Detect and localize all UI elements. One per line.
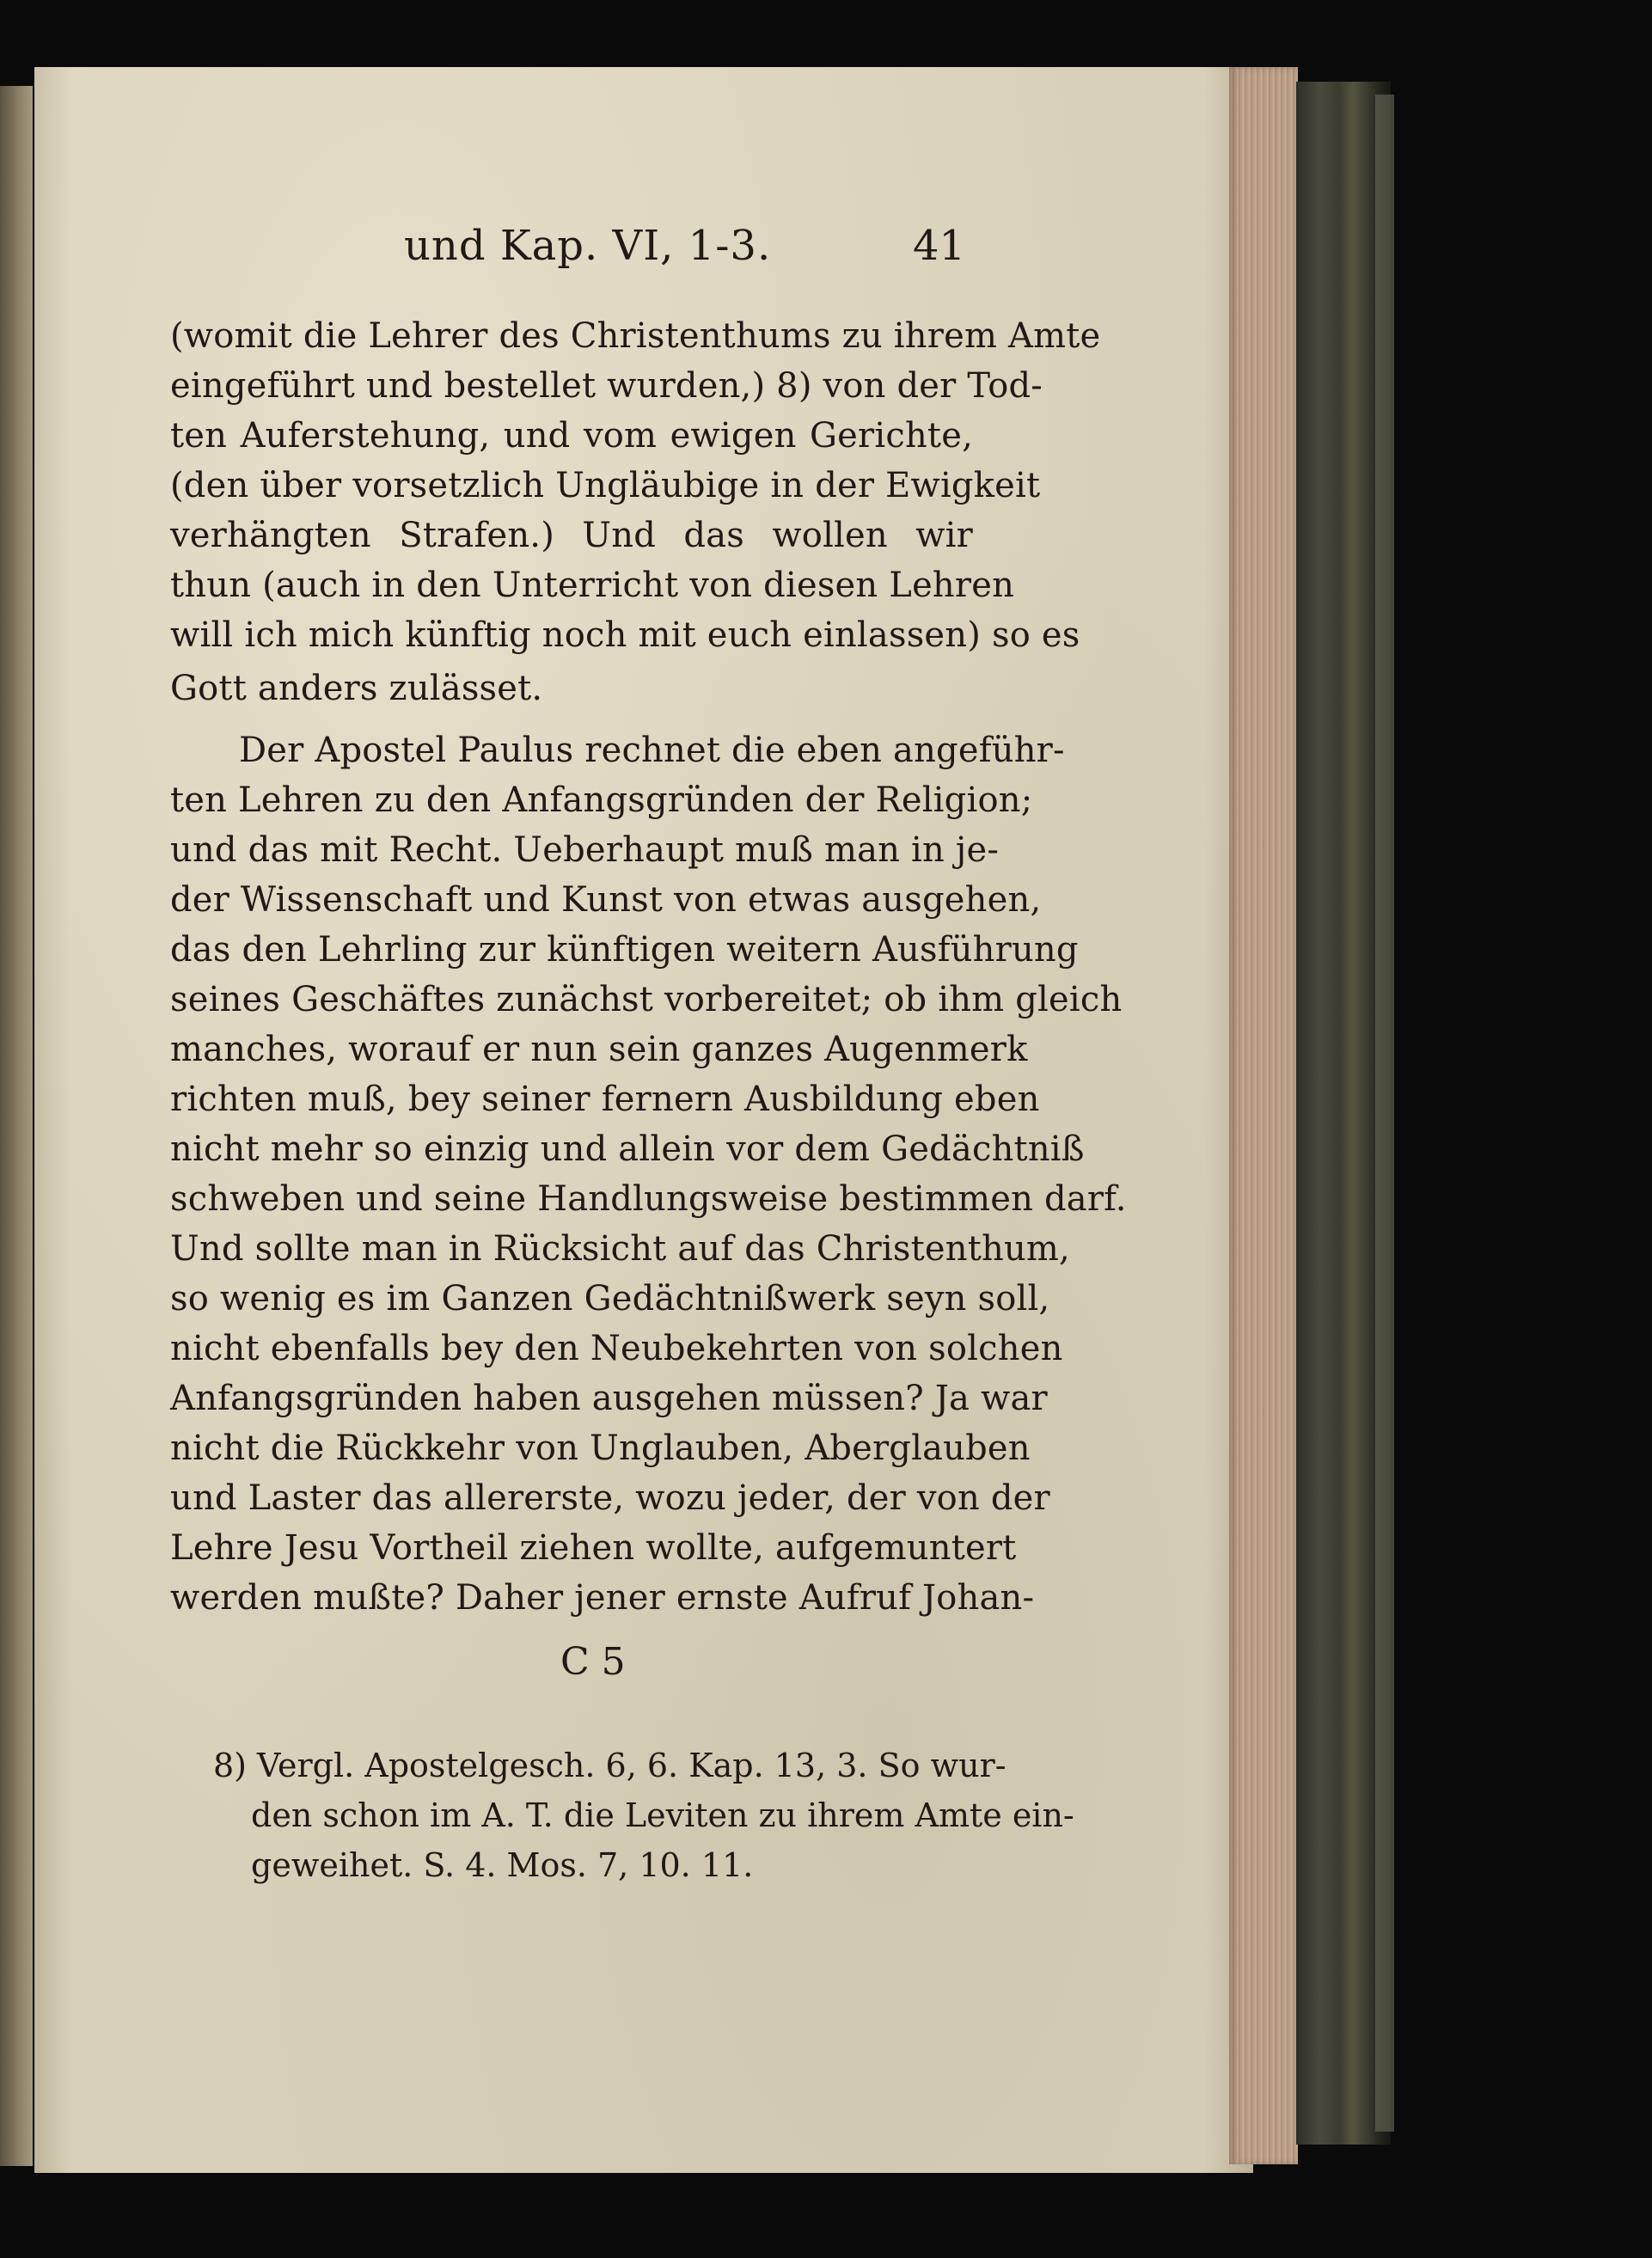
- footnote-text: Vergl. Apostelgesch. 6, 6. Kap. 13, 3. So wur-: [257, 1747, 1006, 1784]
- body-line: und das mit Recht. Ueberhaupt muß man in je-: [170, 830, 1000, 870]
- body-line: ten Lehren zu den Anfangsgründen der Religion;: [170, 780, 1033, 820]
- running-head: und Kap. VI, 1-3.: [404, 222, 772, 270]
- previous-page-edge: [0, 86, 33, 2166]
- body-line: eingeführt und bestellet wurden,) 8) von der Tod-: [170, 366, 1043, 406]
- body-line: manches, worauf er nun sein ganzes Augenmerk: [170, 1030, 1028, 1069]
- body-line: richten muß, bey seiner fernern Ausbildung eben: [170, 1080, 1040, 1119]
- body-line: das den Lehrling zur künftigen weitern Ausführung: [170, 930, 1079, 970]
- body-line: thun (auch in den Unterricht von diesen Lehren: [170, 566, 1015, 605]
- paragraph-start-line: Der Apostel Paulus rechnet die eben angeführ-: [239, 731, 1065, 770]
- page-number: 41: [913, 222, 966, 270]
- body-line: Und sollte man in Rücksicht auf das Christenthum,: [170, 1229, 1070, 1269]
- body-line: schweben und seine Handlungsweise bestimmen darf.: [170, 1179, 1127, 1219]
- footnote-line: geweihet. S. 4. Mos. 7, 10. 11.: [251, 1846, 754, 1884]
- page-block-edge: [1229, 67, 1298, 2164]
- body-line: werden mußte? Daher jener ernste Aufruf Johan-: [170, 1578, 1035, 1618]
- body-line: verhängten Strafen.) Und das wollen wir: [170, 516, 973, 555]
- body-line: (den über vorsetzlich Ungläubige in der Ewigkeit: [170, 466, 1041, 505]
- body-line: seines Geschäftes zunächst vorbereitet; ob ihm gleich: [170, 980, 1123, 1019]
- footnote-mark: 8): [213, 1747, 248, 1784]
- catchword: C 5: [560, 1640, 626, 1684]
- body-line: nicht die Rückkehr von Unglauben, Aberglauben: [170, 1429, 1031, 1468]
- cover-edge: [1375, 95, 1394, 2132]
- body-line: nicht ebenfalls bey den Neubekehrten von solchen: [170, 1329, 1063, 1368]
- body-line: ten Auferstehung, und vom ewigen Gerichte,: [170, 416, 973, 456]
- body-line: will ich mich künftig noch mit euch einlassen) so es: [170, 615, 1080, 655]
- body-line: so wenig es im Ganzen Gedächtnißwerk seyn soll,: [170, 1279, 1050, 1319]
- body-line: und Laster das allererste, wozu jeder, der von der: [170, 1478, 1050, 1518]
- footnote-line: den schon im A. T. die Leviten zu ihrem Amte ein-: [251, 1796, 1074, 1834]
- body-line: Lehre Jesu Vortheil ziehen wollte, aufgemuntert: [170, 1528, 1017, 1568]
- body-line: (womit die Lehrer des Christenthums zu ihrem Amte: [170, 316, 1101, 356]
- footnote-line: [213, 1747, 1006, 1784]
- body-line: nicht mehr so einzig und allein vor dem Gedächtniß: [170, 1129, 1085, 1169]
- body-line: Gott anders zulässet.: [170, 669, 543, 708]
- body-line: der Wissenschaft und Kunst von etwas ausgehen,: [170, 880, 1042, 920]
- body-line: Anfangsgründen haben ausgehen müssen? Ja war: [170, 1379, 1048, 1418]
